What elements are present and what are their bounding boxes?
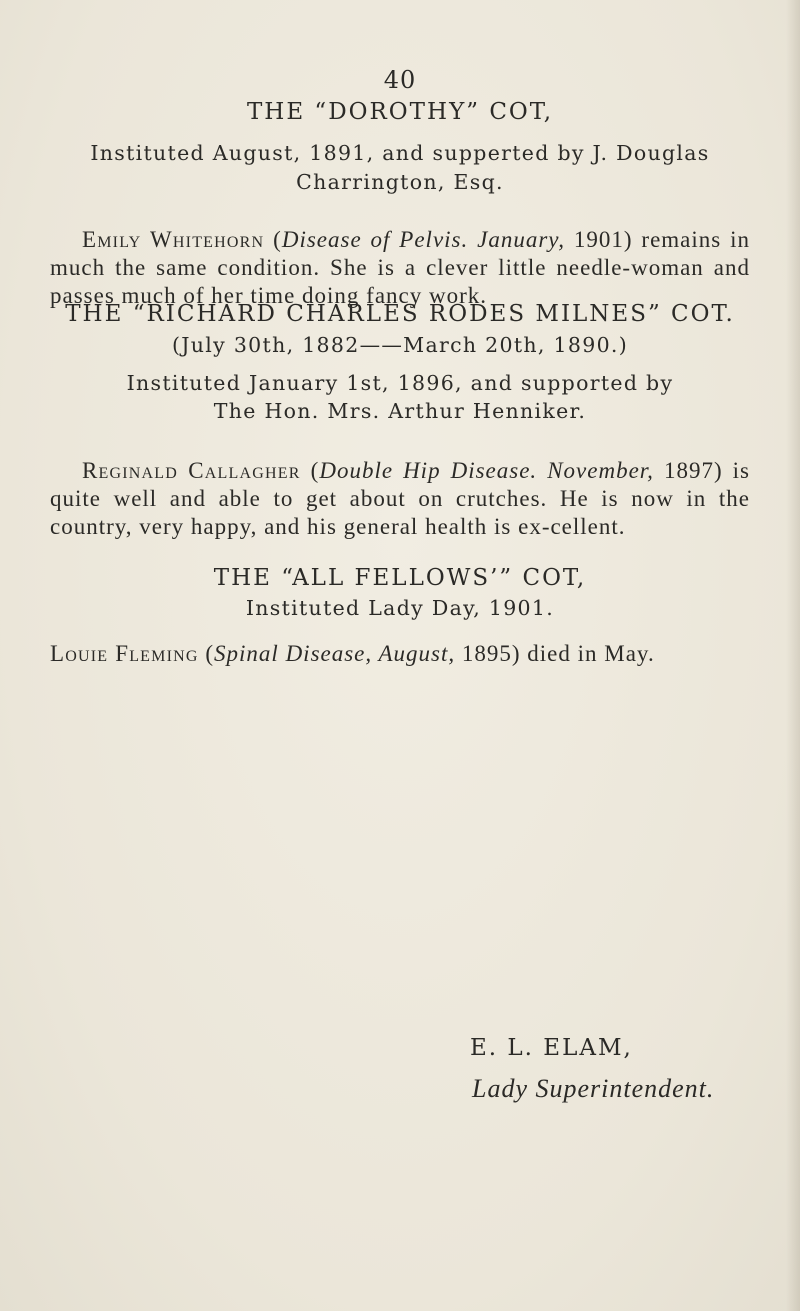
signature-name: E. L. ELAM, <box>470 1035 633 1061</box>
section-dates: (July 30th, 1882——March 20th, 1890.) <box>171 333 629 357</box>
patient-entry: Reginald Callagher (Double Hip Disease. November, 1897) is quite well and able to get about on crutches. He is now in the country, very happy, and his general health is ex-cellent. <box>50 458 750 539</box>
page-edge-shadow <box>786 0 800 1311</box>
section-subtitle-line: Instituted January 1st, 1896, and supported by <box>126 371 674 395</box>
section-title: THE “DOROTHY” COT, <box>246 99 554 125</box>
patient-name: Louie Fleming <box>50 641 199 666</box>
page-number: 40 <box>383 66 417 94</box>
section-subtitle-line: Charrington, Esq. <box>296 170 504 194</box>
patient-name: Emily Whitehorn <box>82 227 265 252</box>
patient-name: Reginald Callagher <box>82 458 301 483</box>
section-title: THE “ALL FELLOWS’” COT, <box>213 565 587 591</box>
patient-disease: Spinal Disease, August, <box>214 641 456 666</box>
patient-status: 1895) died in May. <box>455 641 655 666</box>
signature-title: Lady Superintendent. <box>472 1074 715 1103</box>
patient-disease: Disease of Pelvis. January, <box>281 227 565 252</box>
section-title: THE “RICHARD CHARLES RODES MILNES” COT. <box>65 301 735 327</box>
patient-entry: Emily Whitehorn (Disease of Pelvis. January, 1901) remains in much the same condition. She is a clever little needle-woman and passes much of her time doing fancy work. <box>50 227 750 308</box>
section-subtitle-line: The Hon. Mrs. Arthur Henniker. <box>213 399 587 423</box>
section-subtitle-line: Instituted Lady Day, 1901. <box>245 596 555 620</box>
patient-entry: Louie Fleming (Spinal Disease, August, 1895) died in May. <box>50 641 655 666</box>
section-subtitle-line: Instituted August, 1891, and supperted by J. Douglas <box>90 141 710 165</box>
patient-disease: Double Hip Disease. November, <box>319 458 654 483</box>
patient-status: 1897) is quite well and able to get about on crutches. He is now in the country, very happy, and his general health is ex-cellent. <box>50 458 750 539</box>
patient-status: 1901) remains in much the same condition. She is a clever little needle-woman and passes much of her time doing fancy work. <box>50 227 750 308</box>
